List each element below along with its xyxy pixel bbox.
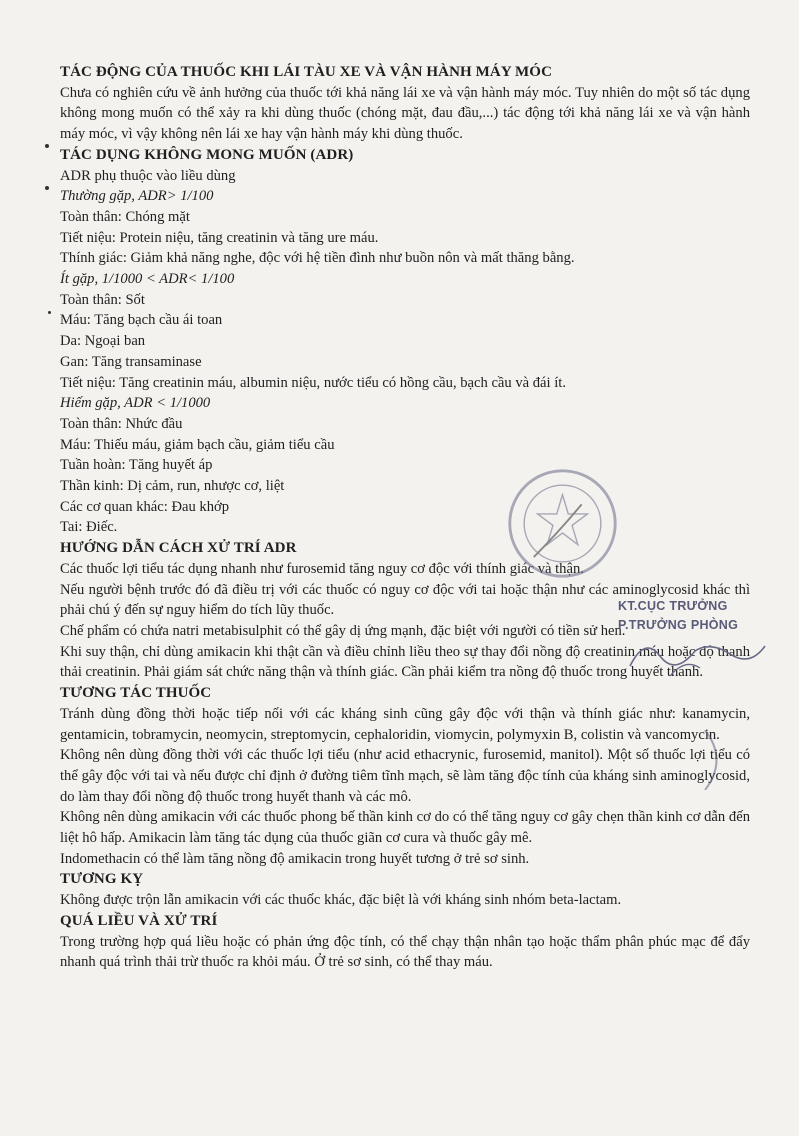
interactions-paragraph: Tránh dùng đồng thời hoặc tiếp nối với các kháng sinh cũng gây độc với thận và thính giác như: kanamycin, gentamicin, tobramycin, neomycin, streptomycin, cephaloridin, viomycin, polymyxin B, colistin và vancomycin.	[60, 705, 750, 743]
margin-mark	[45, 144, 49, 148]
section-heading-driving: TÁC ĐỘNG CỦA THUỐC KHI LÁI TÀU XE VÀ VẬN HÀNH MÁY MÓC	[60, 64, 553, 80]
signature-block	[600, 596, 775, 686]
section-heading-interactions: TƯƠNG TÁC THUỐC	[60, 685, 212, 702]
adr-uncommon-item: Máu: Tăng bạch cầu ái toan	[60, 312, 223, 329]
adr-common-item: Tiết niệu: Protein niệu, tăng creatinin và tăng ure máu.	[60, 229, 379, 246]
incompatibility-text: Không được trộn lẫn amikacin với các thuốc khác, đặc biệt là với kháng sinh nhóm beta-lactam.	[60, 892, 622, 909]
adr-handling-paragraph: Nếu người bệnh trước đó đã điều trị với các thuốc có nguy cơ độc với tai hoặc thận như các aminoglycosid khác thì phải chú ý đến sự nguy hiểm do tích lũy thuốc.	[60, 581, 750, 619]
adr-common-item: Toàn thân: Chóng mặt	[60, 208, 190, 225]
interactions-paragraph: Indomethacin có thể làm tăng nồng độ amikacin trong huyết tương ở trẻ sơ sinh.	[60, 850, 530, 867]
overdose-text: Trong trường hợp quá liều hoặc có phản ứng độc tính, có thể chạy thận nhân tạo hoặc thẩm phân phúc mạc để đẩy nhanh quá trình thải trừ thuốc ra khỏi máu. Ở trẻ sơ sinh, có thể thay máu.	[60, 933, 750, 971]
adr-uncommon-item: Da: Ngoại ban	[60, 333, 146, 350]
adr-handling-paragraph: Khi suy thận, chỉ dùng amikacin khi thật cần và điều chỉnh liều theo sự thay đổi nồng độ creatinin máu hoặc độ thanh thải creatinin. Phải giám sát chức năng thận và thính giác. Cần phải kiểm tra nồng độ thuốc trong huyết thanh.	[60, 643, 750, 681]
document-body	[60, 62, 750, 973]
section-heading-adr: TÁC DỤNG KHÔNG MONG MUỐN (ADR)	[60, 146, 354, 163]
adr-rare-item: Thần kinh: Dị cảm, run, nhược cơ, liệt	[60, 478, 285, 495]
adr-rare-item: Toàn thân: Nhức đầu	[60, 415, 183, 432]
interactions-paragraph: Không nên dùng amikacin với các thuốc phong bế thần kinh cơ do có thể tăng nguy cơ gây chẹn thần kinh cơ dẫn đến liệt hô hấp. Amikacin làm tăng tác dụng của thuốc giãn cơ cura và thuốc gây mê.	[60, 809, 750, 847]
adr-handling-paragraph: Các thuốc lợi tiểu tác dụng nhanh như furosemid tăng nguy cơ độc với thính giác và thận.	[60, 560, 584, 577]
partial-stamp-icon	[700, 730, 730, 790]
adr-uncommon-item: Toàn thân: Sốt	[60, 291, 145, 308]
adr-handling-paragraph: Chế phẩm có chứa natri metabisulphit có thể gây dị ứng mạnh, đặc biệt với người có tiền sử hen.	[60, 622, 626, 639]
section-heading-adr-handling: HƯỚNG DẪN CÁCH XỬ TRÍ ADR	[60, 540, 297, 557]
adr-rare-title: Hiếm gặp, ADR < 1/1000	[60, 395, 211, 412]
margin-mark	[48, 311, 51, 314]
adr-intro: ADR phụ thuộc vào liều dùng	[60, 167, 236, 184]
adr-rare-item: Các cơ quan khác: Đau khớp	[60, 498, 230, 515]
adr-uncommon-item: Tiết niệu: Tăng creatinin máu, albumin niệu, nước tiểu có hồng cầu, bạch cầu và đái ít.	[60, 374, 566, 391]
driving-text: Chưa có nghiên cứu về ảnh hưởng của thuốc tới khả năng lái xe và vận hành máy móc. Tuy nhiên do một số tác dụng không mong muốn có thể xảy ra khi dùng thuốc (chóng mặt, đau đầu,...) tác động tới khả năng lái xe và vận hành máy móc, vì vậy không nên lái xe hay vận hành máy khi dùng thuốc.	[60, 84, 750, 143]
adr-rare-item: Tai: Điếc.	[60, 519, 118, 536]
signer-title: KT.CỤC TRƯỞNG	[618, 599, 728, 613]
adr-rare-item: Máu: Thiếu máu, giảm bạch cầu, giảm tiểu cầu	[60, 436, 335, 453]
adr-common-item: Thính giác: Giảm khả năng nghe, độc với hệ tiền đình như buồn nôn và mất thăng bằng.	[60, 250, 575, 267]
section-heading-overdose: QUÁ LIỀU VÀ XỬ TRÍ	[60, 912, 218, 929]
adr-uncommon-item: Gan: Tăng transaminase	[60, 353, 202, 370]
interactions-paragraph: Không nên dùng đồng thời với các thuốc lợi tiểu (như acid ethacrynic, furosemid, manitol). Một số thuốc lợi tiểu có thể gây độc với tai và nếu được chỉ định ở đường tiêm tĩnh mạch, sẽ làm tăng độc tính của kháng sinh aminoglycosid, do làm thay đổi nồng độ thuốc trong huyết thanh và các mô.	[60, 747, 750, 805]
section-heading-incompatibility: TƯƠNG KỴ	[60, 871, 144, 888]
official-seal-icon	[505, 466, 620, 581]
margin-mark	[45, 186, 49, 190]
signer-department: P.TRƯỞNG PHÒNG	[618, 618, 739, 632]
adr-rare-item: Tuần hoàn: Tăng huyết áp	[60, 457, 213, 474]
adr-uncommon-title: Ít gặp, 1/1000 < ADR< 1/100	[60, 271, 235, 288]
adr-common-title: Thường gặp, ADR> 1/100	[60, 188, 214, 205]
